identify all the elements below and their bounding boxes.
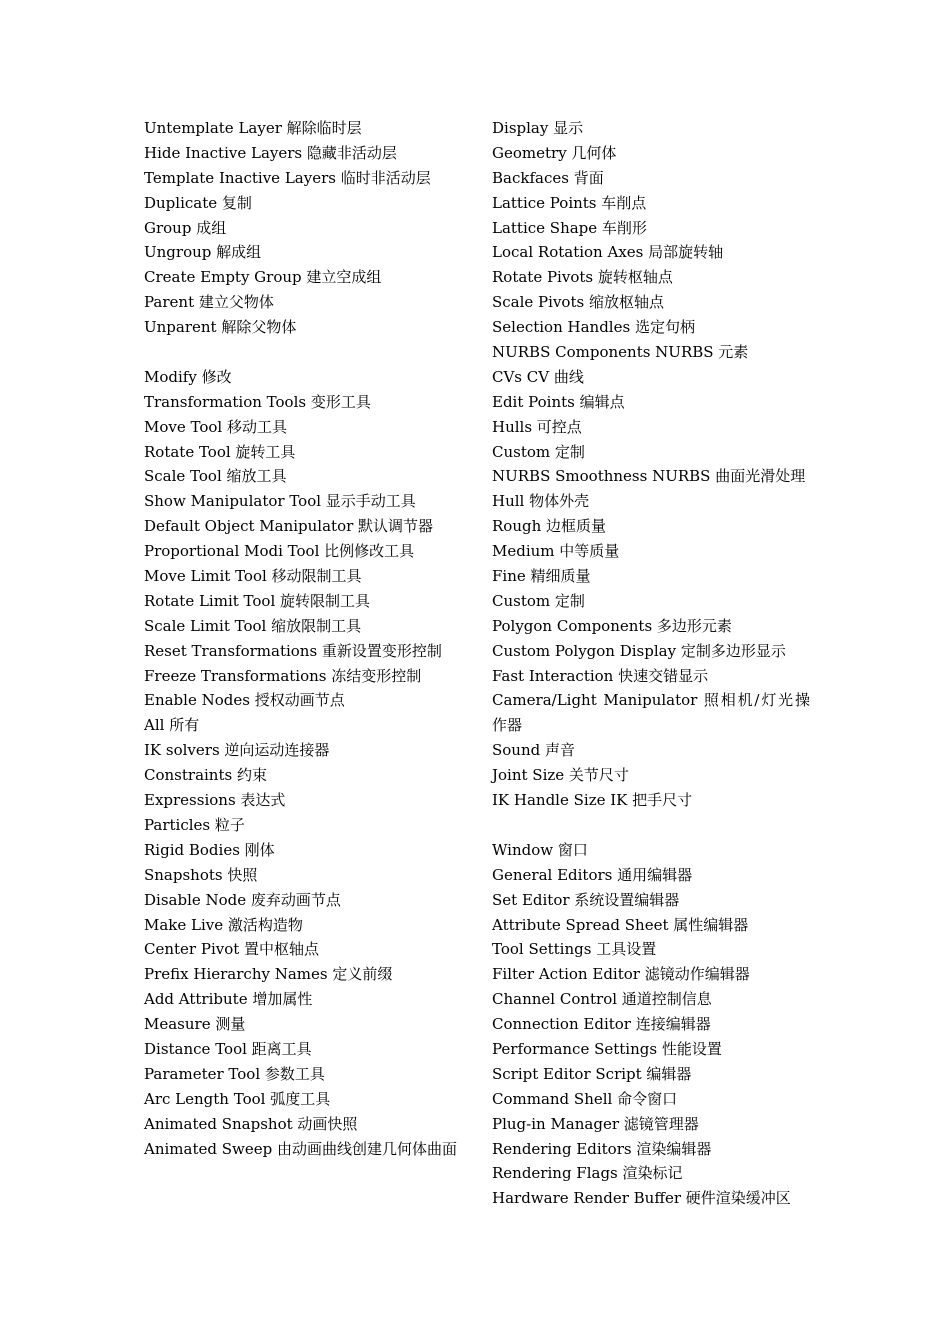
text-line: Joint Size 关节尺寸: [492, 766, 629, 785]
text-line: Selection Handles 选定句柄: [492, 318, 695, 337]
text-line: Untemplate Layer 解除临时层: [144, 119, 362, 137]
text-line: Center Pivot 置中枢轴点: [144, 940, 320, 959]
text-line: Rendering Flags 渲染标记: [492, 1164, 683, 1183]
text-line-wrapped: Camera/Light Manipulator 照相机/灯光操作器: [492, 691, 810, 735]
text-line: Rigid Bodies 刚体: [144, 840, 275, 859]
text-line: Tool Settings 工具设置: [492, 940, 657, 959]
blank-line: [492, 813, 810, 838]
section-heading-modify: Modify 修改: [144, 367, 232, 386]
text-line: Attribute Spread Sheet 属性编辑器: [492, 915, 749, 934]
text-line: IK Handle Size IK 把手尺寸: [492, 791, 693, 810]
text-line: Backfaces 背面: [492, 168, 604, 187]
text-line: IK solvers 逆向运动连接器: [144, 741, 330, 760]
text-line: Rendering Editors 渲染编辑器: [492, 1139, 712, 1158]
text-line: Make Live 激活构造物: [144, 915, 303, 934]
text-line: NURBS Smoothness NURBS 曲面光滑处理: [492, 467, 806, 486]
right-column: [492, 116, 810, 1211]
text-line: Plug-in Manager 滤镜管理器: [492, 1114, 699, 1133]
text-line-wrapped: Animated Sweep 由动画曲线创建几何体曲面: [144, 1139, 457, 1158]
section-heading-window: Window 窗口: [492, 840, 588, 859]
text-line: Arc Length Tool 弧度工具: [144, 1089, 331, 1108]
text-line: Custom Polygon Display 定制多边形显示: [492, 641, 786, 660]
text-line: Hide Inactive Layers 隐藏非活动层: [144, 143, 397, 162]
text-line: Parameter Tool 参数工具: [144, 1064, 325, 1083]
text-line: Scale Pivots 缩放枢轴点: [492, 293, 664, 312]
text-line: Enable Nodes 授权动画节点: [144, 691, 345, 710]
text-line: Disable Node 废弃动画节点: [144, 890, 341, 909]
text-line: Script Editor Script 编辑器: [492, 1064, 692, 1083]
text-line: General Editors 通用编辑器: [492, 865, 693, 884]
text-line: Command Shell 命令窗口: [492, 1089, 678, 1108]
text-line: Set Editor 系统设置编辑器: [492, 890, 680, 909]
text-line: Scale Tool 缩放工具: [144, 467, 287, 486]
text-line: Measure 测量: [144, 1015, 246, 1034]
text-line: Rough 边框质量: [492, 517, 607, 536]
text-line: Reset Transformations 重新设置变形控制: [144, 641, 442, 660]
text-line: Fast Interaction 快速交错显示: [492, 666, 709, 685]
text-line: Lattice Points 车削点: [492, 193, 647, 212]
text-line: Hull 物体外壳: [492, 492, 590, 511]
text-line: Filter Action Editor 滤镜动作编辑器: [492, 965, 750, 984]
text-line: Duplicate 复制: [144, 193, 252, 212]
text-line: Transformation Tools 变形工具: [144, 392, 371, 411]
text-line: Unparent 解除父物体: [144, 318, 297, 337]
text-line: Freeze Transformations 冻结变形控制: [144, 666, 422, 685]
text-line: Add Attribute 增加属性: [144, 990, 313, 1009]
blank-line: [144, 340, 464, 365]
text-line: Hardware Render Buffer 硬件渲染缓冲区: [492, 1189, 791, 1208]
text-line: Group 成组: [144, 218, 227, 237]
text-line: Geometry 几何体: [492, 143, 617, 162]
text-line: Ungroup 解成组: [144, 243, 262, 262]
text-line: Move Limit Tool 移动限制工具: [144, 567, 362, 586]
text-line: CVs CV 曲线: [492, 367, 584, 386]
text-line: Lattice Shape 车削形: [492, 218, 647, 237]
text-line: Scale Limit Tool 缩放限制工具: [144, 616, 362, 635]
text-line: Rotate Limit Tool 旋转限制工具: [144, 591, 371, 610]
text-line: Connection Editor 连接编辑器: [492, 1015, 711, 1034]
text-line: NURBS Components NURBS 元素: [492, 343, 749, 362]
text-line: Animated Snapshot 动画快照: [144, 1114, 358, 1133]
text-line: Particles 粒子: [144, 815, 245, 834]
left-column: [144, 116, 464, 1161]
text-line: Template Inactive Layers 临时非活动层: [144, 168, 431, 187]
text-line: Medium 中等质量: [492, 542, 620, 561]
text-line: Polygon Components 多边形元素: [492, 616, 732, 635]
text-line: Create Empty Group 建立空成组: [144, 268, 382, 287]
text-line: Distance Tool 距离工具: [144, 1039, 312, 1058]
text-line: Hulls 可控点: [492, 417, 582, 436]
text-line: Fine 精细质量: [492, 567, 591, 586]
section-heading-display: Display 显示: [492, 119, 584, 137]
text-line: All 所有: [144, 716, 200, 735]
text-line: Parent 建立父物体: [144, 293, 274, 312]
text-line: Move Tool 移动工具: [144, 417, 287, 436]
text-line: Default Object Manipulator 默认调节器: [144, 517, 434, 536]
text-line: Channel Control 通道控制信息: [492, 990, 712, 1009]
text-line: Sound 声音: [492, 741, 575, 760]
text-line: Rotate Tool 旋转工具: [144, 442, 296, 461]
text-line: Rotate Pivots 旋转枢轴点: [492, 268, 673, 287]
text-line: Custom 定制: [492, 442, 585, 461]
text-line: Local Rotation Axes 局部旋转轴: [492, 243, 724, 262]
text-line: Show Manipulator Tool 显示手动工具: [144, 492, 416, 511]
text-line: Constraints 约束: [144, 766, 267, 785]
text-line: Performance Settings 性能设置: [492, 1039, 722, 1058]
text-line: Prefix Hierarchy Names 定义前缀: [144, 965, 393, 984]
text-line: Snapshots 快照: [144, 865, 258, 884]
text-line: Custom 定制: [492, 591, 585, 610]
text-line: Proportional Modi Tool 比例修改工具: [144, 542, 415, 561]
text-line: Edit Points 编辑点: [492, 392, 625, 411]
text-line: Expressions 表达式: [144, 791, 286, 810]
